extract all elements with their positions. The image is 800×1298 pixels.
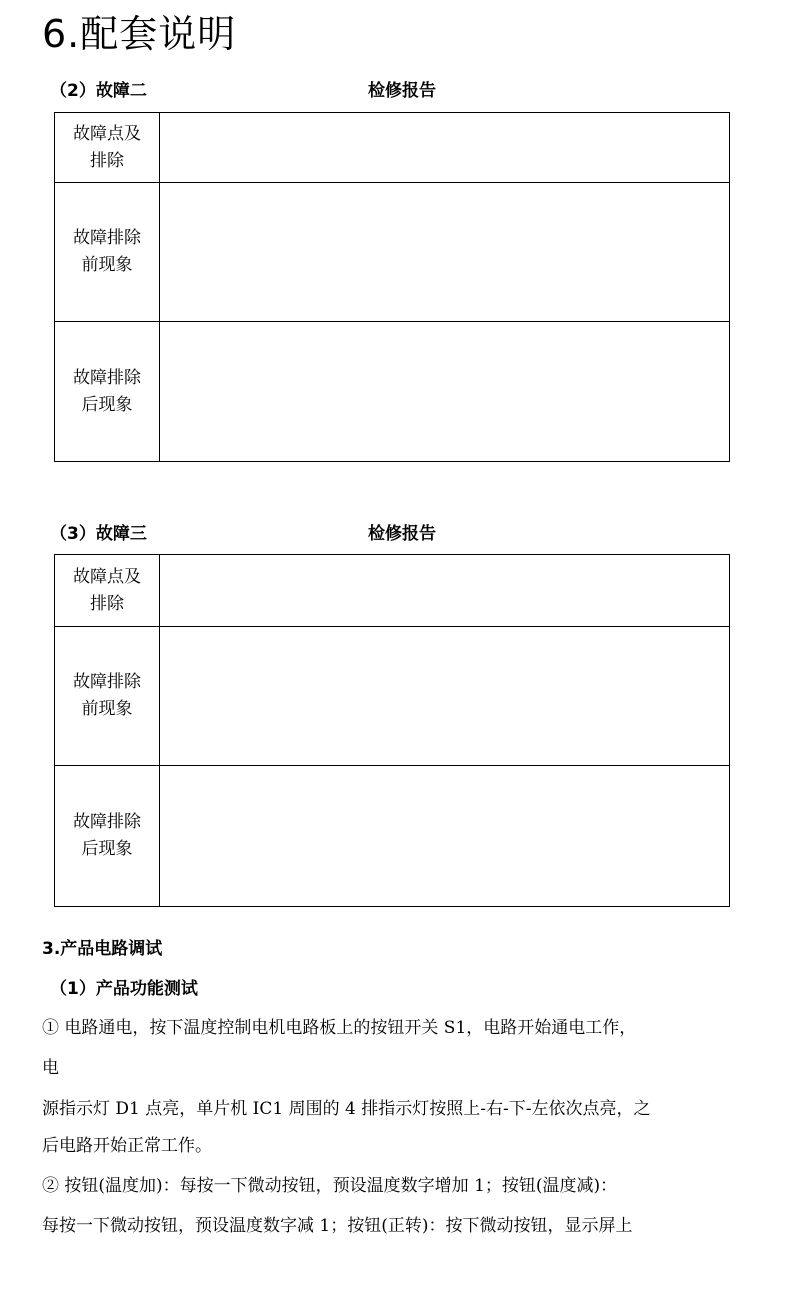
row-label-line: 故障排除 bbox=[73, 367, 141, 388]
table-row bbox=[55, 555, 730, 627]
heading-product-circuit-debug: 3.产品电路调试 bbox=[42, 939, 163, 959]
row-content-cell[interactable] bbox=[160, 113, 730, 183]
row-label-cell bbox=[55, 113, 160, 183]
row-content-cell[interactable] bbox=[160, 627, 730, 766]
row-label-cell bbox=[55, 766, 160, 907]
section-label: （2）故障二 bbox=[50, 81, 147, 101]
row-label-line: 后现象 bbox=[81, 394, 133, 415]
page-title: 6.配套说明 bbox=[42, 12, 237, 56]
row-label-cell bbox=[55, 627, 160, 766]
row-label-line: 排除 bbox=[90, 593, 124, 614]
row-label-line: 前现象 bbox=[81, 699, 133, 719]
paragraph-line: ① 电路通电，按下温度控制电机电路板上的按钮开关 S1，电路开始通电工作， bbox=[42, 1018, 637, 1038]
paragraph-line: 电 bbox=[42, 1058, 59, 1078]
row-label-line: 故障排除 bbox=[73, 228, 141, 248]
heading-product-function-test: （1）产品功能测试 bbox=[50, 979, 198, 999]
row-label-line: 后现象 bbox=[81, 839, 133, 859]
row-label-line: 前现象 bbox=[81, 255, 133, 275]
section-header-fault-3 bbox=[50, 521, 730, 547]
section-center-title: 检修报告 bbox=[368, 81, 436, 101]
section-header-fault-2 bbox=[50, 78, 730, 104]
row-label-line: 故障点及 bbox=[73, 123, 141, 144]
table-row bbox=[55, 183, 730, 322]
row-label-cell bbox=[55, 555, 160, 627]
repair-report-table-fault-2 bbox=[54, 112, 730, 462]
paragraph-line: 每按一下微动按钮，预设温度数字减 1；按钮(正转)：按下微动按钮，显示屏上 bbox=[42, 1216, 633, 1236]
row-content-cell[interactable] bbox=[160, 555, 730, 627]
row-content-cell[interactable] bbox=[160, 766, 730, 907]
paragraph-line: ② 按钮(温度加)：每按一下微动按钮，预设温度数字增加 1；按钮(温度减)： bbox=[42, 1176, 618, 1196]
row-label-line: 故障排除 bbox=[73, 672, 141, 692]
row-label-line: 排除 bbox=[90, 150, 124, 171]
table-row bbox=[55, 113, 730, 183]
table-row bbox=[55, 322, 730, 462]
row-label-line: 故障点及 bbox=[73, 566, 141, 587]
row-label-cell bbox=[55, 183, 160, 322]
section-center-title: 检修报告 bbox=[368, 524, 436, 544]
row-content-cell[interactable] bbox=[160, 322, 730, 462]
row-content-cell[interactable] bbox=[160, 183, 730, 322]
table-row bbox=[55, 766, 730, 907]
row-label-cell bbox=[55, 322, 160, 462]
repair-report-table-fault-3 bbox=[54, 554, 730, 907]
table-row bbox=[55, 627, 730, 766]
row-label-line: 故障排除 bbox=[73, 812, 141, 832]
paragraph-line: 源指示灯 D1 点亮，单片机 IC1 周围的 4 排指示灯按照上-右-下-左依次点亮，之 bbox=[42, 1099, 651, 1119]
paragraph-line: 后电路开始正常工作。 bbox=[42, 1136, 212, 1156]
section-label: （3）故障三 bbox=[50, 524, 147, 544]
